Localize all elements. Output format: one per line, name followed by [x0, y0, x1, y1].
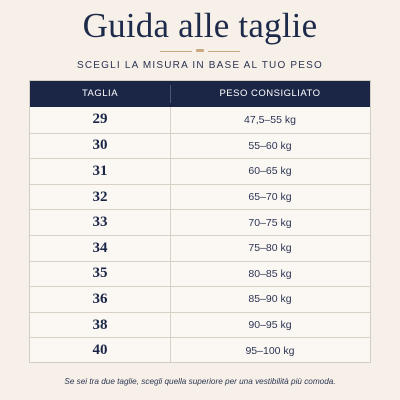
table-row — [30, 286, 370, 312]
divider-line-left — [160, 51, 192, 52]
page-title: Guida alle taglie — [82, 6, 318, 45]
table-row — [30, 184, 370, 210]
table-row — [30, 158, 370, 184]
size-table — [29, 80, 371, 363]
table-row — [30, 107, 370, 133]
weight-cell: 65–70 kg — [248, 191, 292, 204]
size-cell: 33 — [92, 214, 108, 231]
size-cell: 38 — [92, 316, 108, 333]
size-cell: 32 — [92, 188, 108, 205]
divider-ornament — [196, 49, 204, 52]
weight-cell: 90–95 kg — [248, 319, 292, 332]
column-header-size: TAGLIA — [81, 88, 119, 99]
table-row — [30, 235, 370, 261]
table-row — [30, 261, 370, 287]
title-divider — [0, 49, 400, 55]
weight-cell: 70–75 kg — [248, 216, 292, 229]
table-row — [30, 209, 370, 235]
page-subtitle: SCEGLI LA MISURA IN BASE AL TUO PESO — [76, 60, 324, 71]
table-row — [30, 337, 370, 363]
weight-cell: 80–85 kg — [248, 267, 292, 280]
weight-cell: 85–90 kg — [248, 293, 292, 306]
table-row — [30, 133, 370, 159]
footnote: Se sei tra due taglie, scegli quella superiore per una vestibilità più comoda. — [64, 377, 336, 386]
divider-line-right — [208, 51, 240, 52]
weight-cell: 75–80 kg — [248, 242, 292, 255]
weight-cell: 47,5–55 kg — [244, 113, 296, 126]
table-body — [30, 107, 370, 363]
weight-cell: 55–60 kg — [248, 139, 292, 152]
size-cell: 40 — [92, 342, 108, 359]
table-header — [30, 81, 370, 107]
size-cell: 35 — [92, 265, 108, 282]
size-cell: 30 — [92, 137, 108, 154]
weight-cell: 60–65 kg — [248, 165, 292, 178]
size-cell: 31 — [92, 162, 108, 179]
column-header-weight: PESO CONSIGLIATO — [219, 88, 321, 99]
size-cell: 29 — [92, 111, 108, 128]
size-cell: 36 — [92, 290, 108, 307]
size-cell: 34 — [92, 239, 108, 256]
table-row — [30, 312, 370, 338]
weight-cell: 95–100 kg — [245, 344, 295, 357]
